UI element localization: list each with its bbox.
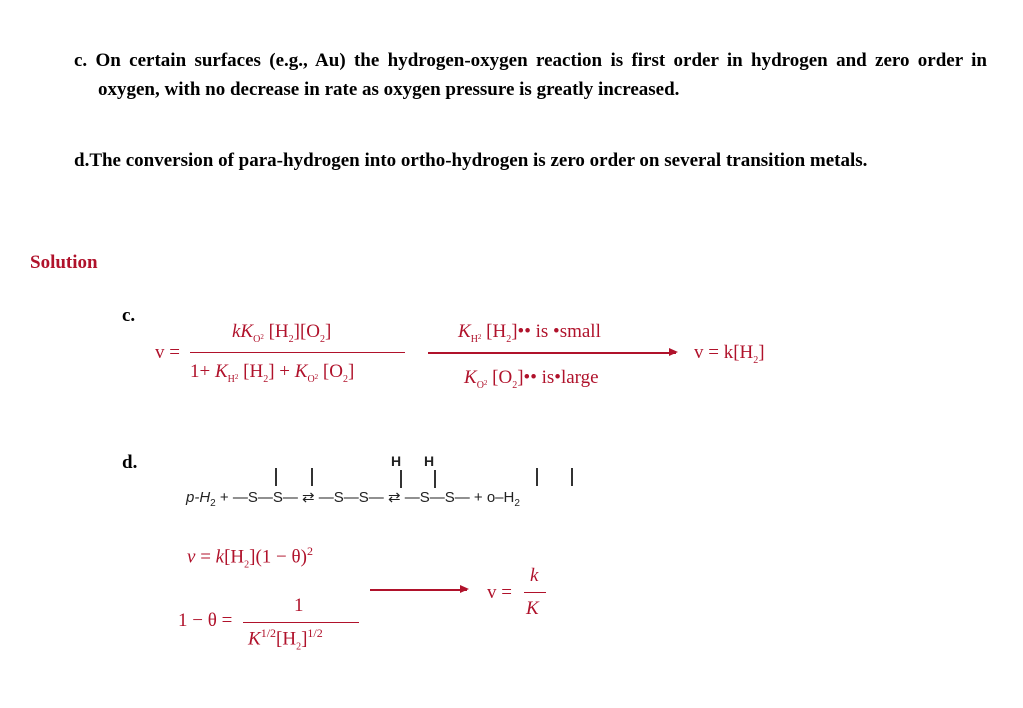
scheme-bond bbox=[434, 470, 436, 488]
eq-d-theta-lhs: 1 − θ = bbox=[178, 610, 233, 631]
scheme-h-atom-left: H bbox=[391, 453, 402, 469]
scheme-bond bbox=[311, 468, 313, 486]
eq-c-lhs: v = bbox=[155, 342, 180, 363]
scheme-bond bbox=[536, 468, 538, 486]
eq-d-theta-fraction-bar bbox=[243, 622, 359, 623]
eq-d-theta-num: 1 bbox=[294, 595, 304, 616]
eq-d-final-den: K bbox=[526, 598, 539, 619]
eq-d-final-fraction-bar bbox=[524, 592, 546, 593]
paragraph-d: d.The conversion of para-hydrogen into ortho-hydrogen is zero order on several transition metals. bbox=[74, 150, 868, 171]
scheme-bond bbox=[400, 470, 402, 488]
eq-d-theta-den: $K^{1/2}[H_2]^{1/2}$ bbox=[248, 626, 323, 653]
solution-heading: Solution bbox=[30, 252, 98, 273]
eq-d-final-lhs: v = bbox=[487, 582, 512, 603]
eq-c-result: $v = k[H_2]$ bbox=[694, 342, 765, 366]
eq-d-arrow bbox=[370, 589, 467, 591]
part-d-label: d. bbox=[122, 452, 138, 473]
eq-c-arrow bbox=[428, 352, 676, 354]
paragraph-c: c. On certain surfaces (e.g., Au) the hydrogen-oxygen reaction is first order in hydrogen and zero order in oxygen, with no decrease in rate as oxygen pressure is greatly increased. bbox=[74, 50, 987, 100]
eq-c-condition-top: $K_{H2}$ $[H_2]••$ is •small bbox=[458, 321, 601, 345]
eq-c-numerator: $kK_{O2}$ $[H_2][O_2]$ bbox=[232, 321, 332, 345]
scheme-bond bbox=[275, 468, 277, 486]
eq-c-denominator: $1+ K_{H2}$ $[H_2] + K_{O2}$ $[O_2]$ bbox=[190, 361, 355, 385]
eq-d-rate: $v = k[H_2](1 - \theta)^2$ bbox=[187, 544, 313, 571]
scheme-bond bbox=[571, 468, 573, 486]
eq-c-condition-bottom: $K_{O2}$ $[O_2]••$ is•large bbox=[464, 367, 599, 391]
eq-d-final-num: k bbox=[530, 565, 539, 586]
scheme-h-atom-right: H bbox=[424, 453, 435, 469]
scheme-line: $p-H_2$ + —S—S— ⇄ —S—S— ⇄ —S—S— + $o-H_2$ bbox=[186, 489, 520, 509]
part-c-label: c. bbox=[122, 305, 136, 326]
eq-c-fraction-bar bbox=[190, 352, 405, 353]
